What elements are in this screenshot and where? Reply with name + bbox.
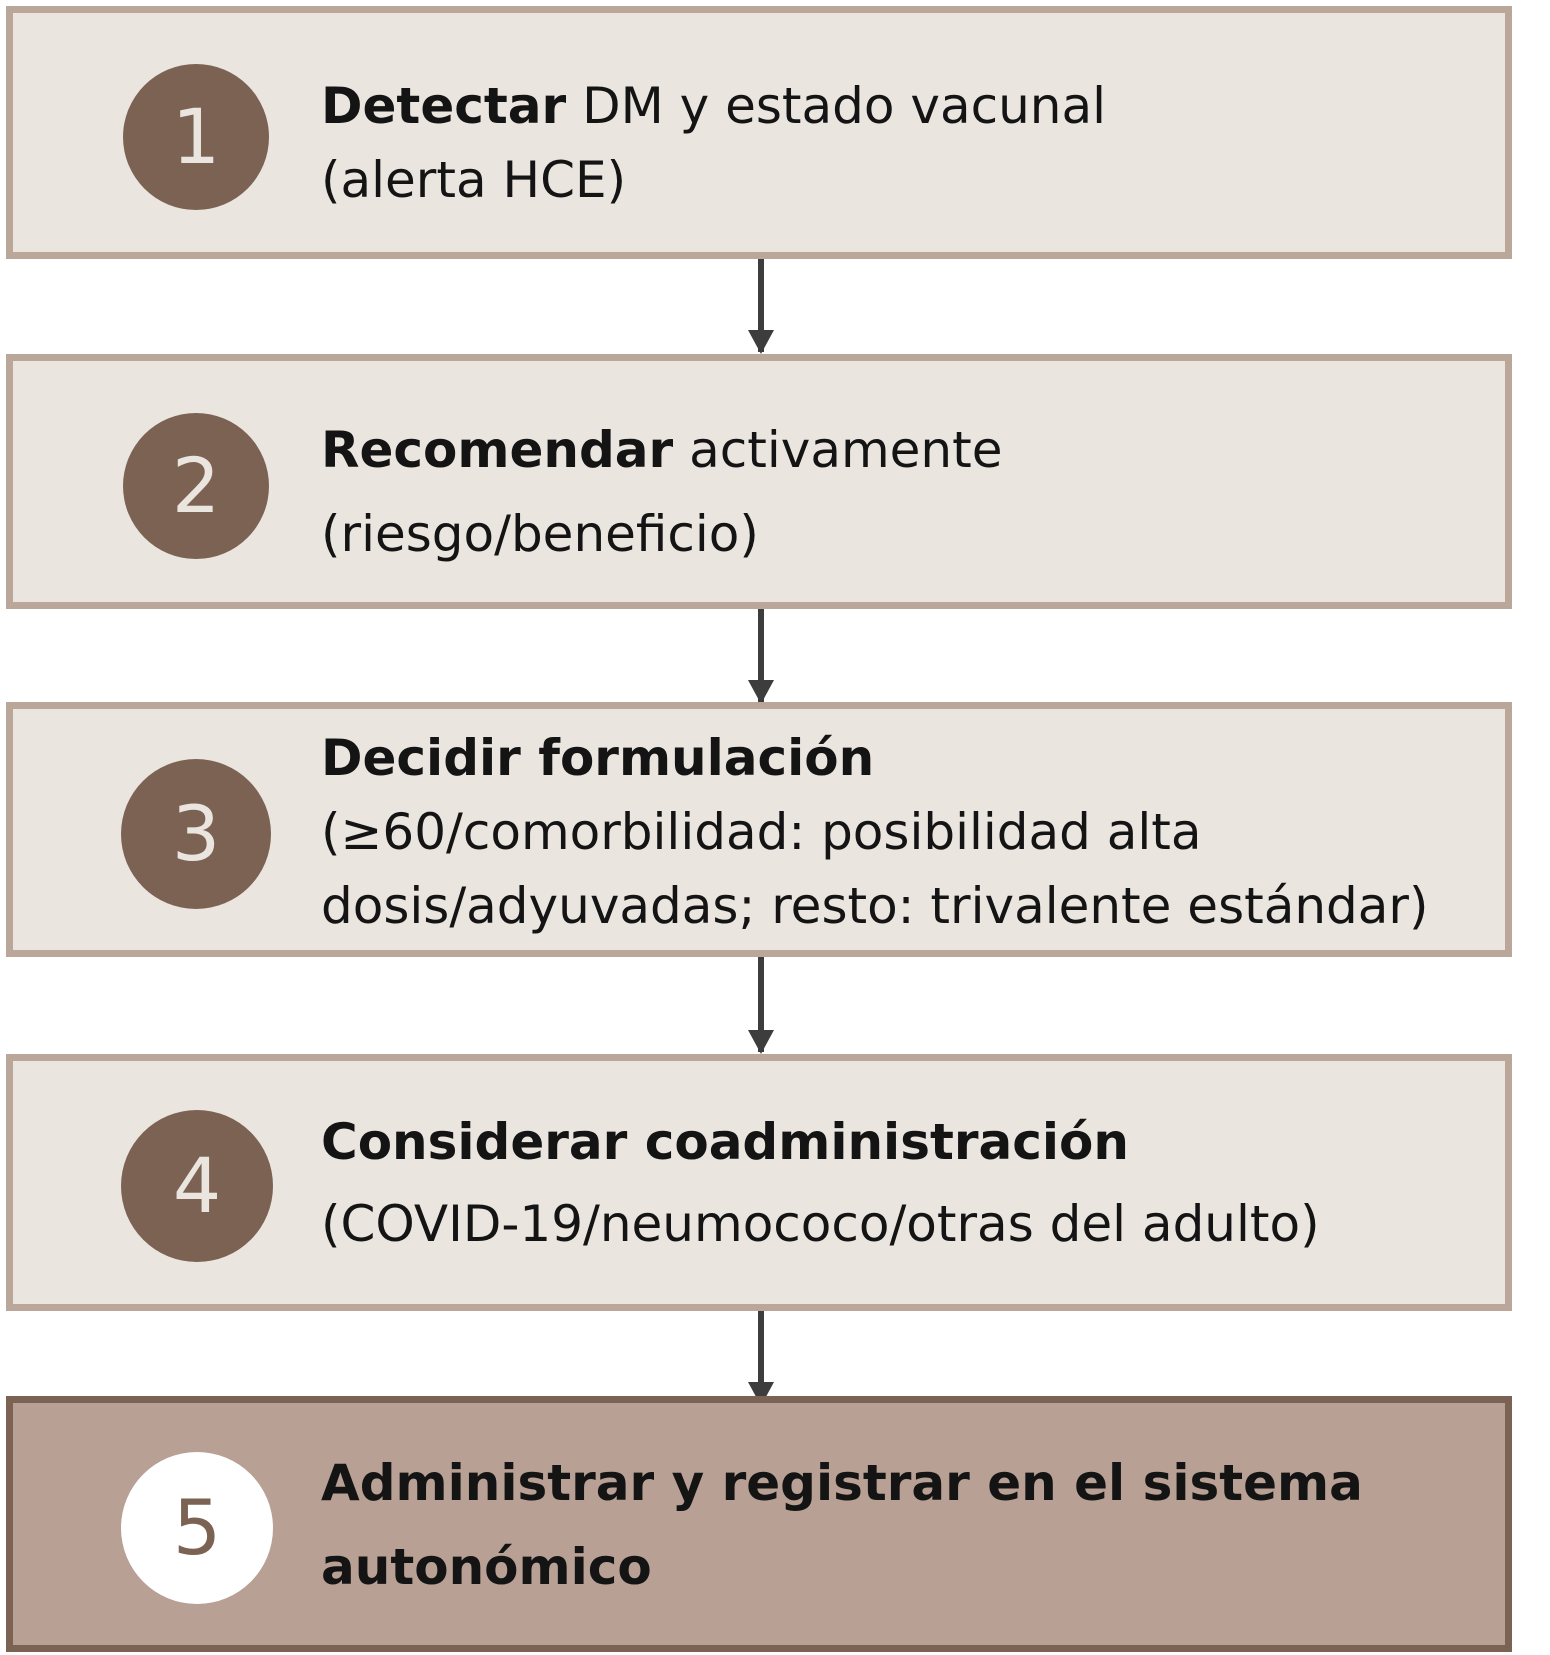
step-2-box <box>6 354 1512 609</box>
step-1-title-rest: DM y estado vacunal <box>566 77 1106 135</box>
step-2-number-badge: 2 <box>123 413 269 559</box>
step-3-title <box>321 721 1465 795</box>
step-1-title-bold: Detectar <box>321 77 567 135</box>
step-2-title-bold: Recomendar <box>321 421 674 479</box>
arrow-3-to-4 <box>758 957 764 1052</box>
step-1-text <box>321 69 1465 217</box>
step-4-title-bold: Considerar coadministración <box>321 1113 1129 1171</box>
step-1-title <box>321 69 1465 143</box>
step-4-number-badge: 4 <box>121 1110 273 1262</box>
step-3-title-bold: Decidir formulación <box>321 729 875 787</box>
step-1-detail: (alerta HCE) <box>321 151 627 209</box>
step-4-title <box>321 1101 1465 1183</box>
step-4-text <box>321 1101 1465 1265</box>
step-5-number-badge: 5 <box>121 1452 273 1604</box>
arrow-4-to-5 <box>758 1311 764 1404</box>
step-3-box <box>6 702 1512 957</box>
step-5-title-line-2-bold: autonómico <box>321 1538 652 1596</box>
step-5-box <box>6 1396 1512 1652</box>
step-3-detail-line-2: dosis/adyuvadas; resto: trivalente estándar) <box>321 877 1429 935</box>
step-4-detail: (COVID-19/neumococo/otras del adulto) <box>321 1195 1320 1253</box>
step-2-title-rest: activamente <box>673 421 1003 479</box>
step-2-text <box>321 408 1465 576</box>
step-5-text <box>321 1441 1465 1609</box>
step-1-number-badge: 1 <box>123 64 269 210</box>
arrow-1-to-2 <box>758 259 764 352</box>
step-2-detail: (riesgo/beneficio) <box>321 505 759 563</box>
arrow-2-to-3 <box>758 609 764 702</box>
step-5-title-line-1-bold: Administrar y registrar en el sistema <box>321 1454 1363 1512</box>
step-3-number-badge: 3 <box>121 759 271 909</box>
step-1-box <box>6 6 1512 259</box>
step-3-text <box>321 721 1465 943</box>
step-5-title-line-2 <box>321 1525 1465 1609</box>
step-3-detail-line-1: (≥60/comorbilidad: posibilidad alta <box>321 803 1202 861</box>
step-2-title <box>321 408 1465 492</box>
step-4-box <box>6 1054 1512 1311</box>
step-5-title-line-1 <box>321 1441 1465 1525</box>
